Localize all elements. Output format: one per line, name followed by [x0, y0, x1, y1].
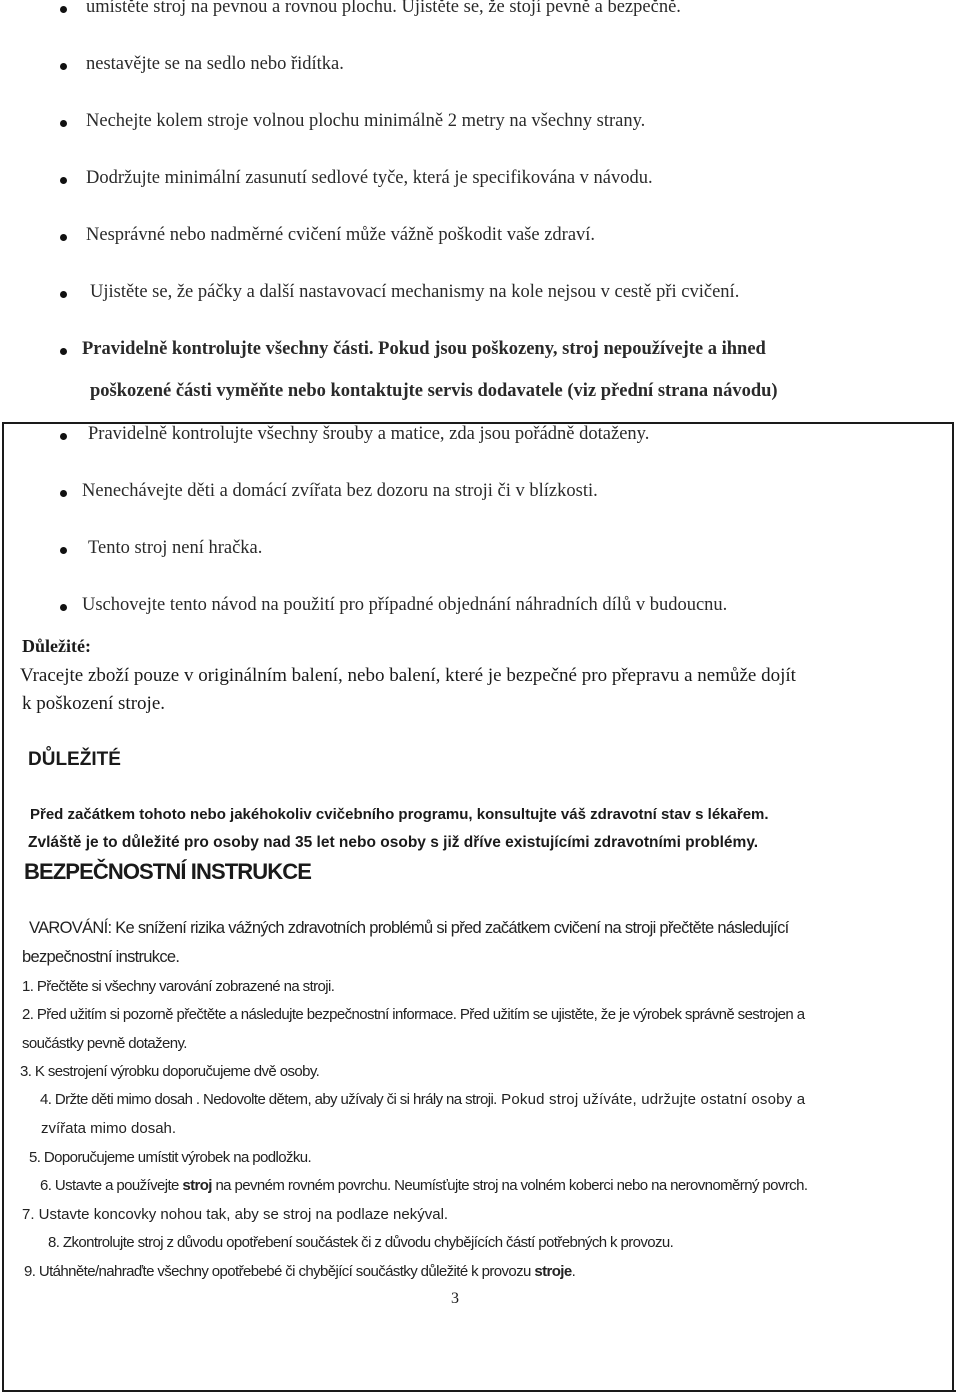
- instruction-item: 8. Zkontrolujte stroj z důvodu opotřebení součástek či z důvodu chybějících částí potřebných k provozu.: [48, 1234, 674, 1251]
- bullet-icon: [60, 63, 67, 70]
- warning-intro-line2: bezpečnostní instrukce.: [22, 948, 180, 966]
- list-item-bold-line1: Pravidelně kontrolujte všechny části. Pokud jsou poškozeny, stroj nepoužívejte a ihned: [82, 339, 766, 359]
- instruction-item-part: na pevném rovném povrchu. Neumísťujte stroj na volném koberci nebo na nerovnoměrný povrch.: [211, 1177, 808, 1194]
- instruction-item-part: 4. Držte děti mimo dosah . Nedovolte dětem, aby užívaly či si hrály na stroji.: [40, 1091, 497, 1108]
- list-item: Nesprávné nebo nadměrné cvičení může vážně poškodit vaše zdraví.: [86, 225, 596, 245]
- bullet-icon: [60, 120, 67, 127]
- list-item: Dodržujte minimální zasunutí sedlové tyče, která je specifikována v návodu.: [86, 168, 653, 188]
- list-item: Uschovejte tento návod na použití pro případné objednání náhradních dílů v budoucnu.: [82, 595, 728, 615]
- safety-heading: BEZPEČNOSTNÍ INSTRUKCE: [24, 859, 311, 884]
- bullet-icon: [60, 348, 67, 355]
- instruction-item: 1. Přečtěte si všechny varování zobrazené na stroji.: [22, 978, 335, 995]
- instruction-item-part: Pokud stroj užíváte, udržujte ostatní osoby a: [496, 1091, 806, 1108]
- list-item: Nenechávejte děti a domácí zvířata bez dozoru na stroji či v blízkosti.: [82, 481, 598, 501]
- page-number: 3: [451, 1290, 459, 1307]
- important-text-line2: k poškození stroje.: [22, 693, 166, 714]
- list-item-bold-line2: poškozené části vyměňte nebo kontaktujte servis dodavatele (viz přední strana návodu): [90, 381, 778, 401]
- instruction-item-bold: stroje: [534, 1263, 572, 1280]
- list-item: Nechejte kolem stroje volnou plochu minimálně 2 metry na všechny strany.: [86, 111, 646, 131]
- warning-bold-line1: Před začátkem tohoto nebo jakéhokoliv cvičebního programu, konsultujte váš zdravotní stav s lékařem.: [30, 806, 769, 823]
- instruction-item-part: 6. Ustavte a používejte: [40, 1177, 183, 1194]
- bullet-icon: [60, 433, 67, 440]
- instruction-item-bold: stroj: [182, 1177, 212, 1194]
- warning-bold-line2: Zvláště je to důležité pro osoby nad 35 let nebo osoby s již dříve existujícími zdravotními problémy.: [28, 834, 759, 851]
- bullet-icon: [60, 234, 67, 241]
- instruction-item: [40, 1091, 805, 1108]
- instruction-item: 7. Ustavte koncovky nohou tak, aby se stroj na podlaze nekýval.: [22, 1206, 449, 1223]
- instruction-item: [24, 1263, 575, 1280]
- instruction-item: [40, 1177, 807, 1194]
- instruction-item: 2. Před užitím si pozorně přečtěte a následujte bezpečnostní informace. Před užitím se ujistěte, že je výrobek správně sestrojen a: [22, 1006, 805, 1023]
- instruction-item-part: 9. Utáhněte/nahraďte všechny opotřebebé či chybějící součástky důležité k provozu: [24, 1263, 535, 1280]
- list-item: umístěte stroj na pevnou a rovnou plochu. Ujistěte se, že stojí pevně a bezpečně.: [86, 0, 681, 17]
- bullet-icon: [60, 547, 67, 554]
- list-item: nestavějte se na sedlo nebo řidítka.: [86, 54, 344, 74]
- bullet-icon: [60, 6, 67, 13]
- instruction-item: zvířata mimo dosah.: [41, 1120, 177, 1137]
- list-item: Tento stroj není hračka.: [88, 538, 263, 558]
- bullet-icon: [60, 490, 67, 497]
- bullet-icon: [60, 177, 67, 184]
- frame-bottom-border: [2, 1390, 956, 1392]
- instruction-item: 3. K sestrojení výrobku doporučujeme dvě osoby.: [20, 1063, 320, 1080]
- instruction-item: 5. Doporučujeme umístit výrobek na podložku.: [29, 1149, 312, 1166]
- important-text-line1: Vracejte zboží pouze v originálním balení, nebo balení, které je bezpečné pro přepravu a nemůže dojít: [20, 665, 796, 686]
- bullet-icon: [60, 291, 67, 298]
- bullet-icon: [60, 604, 67, 611]
- list-item: Pravidelně kontrolujte všechny šrouby a matice, zda jsou pořádně dotaženy.: [88, 424, 650, 444]
- important-caps-heading: DŮLEŽITÉ: [28, 749, 121, 770]
- important-label: Důležité:: [22, 636, 91, 656]
- list-item: Ujistěte se, že páčky a další nastavovací mechanismy na kole nejsou v cestě při cvičení.: [90, 282, 740, 302]
- instruction-item-part: .: [571, 1263, 576, 1280]
- warning-intro-line1: VAROVÁNÍ: Ke snížení rizika vážných zdravotních problémů si před začátkem cvičení na stroji přečtěte následující: [29, 919, 789, 937]
- instruction-item: součástky pevně dotaženy.: [22, 1035, 187, 1052]
